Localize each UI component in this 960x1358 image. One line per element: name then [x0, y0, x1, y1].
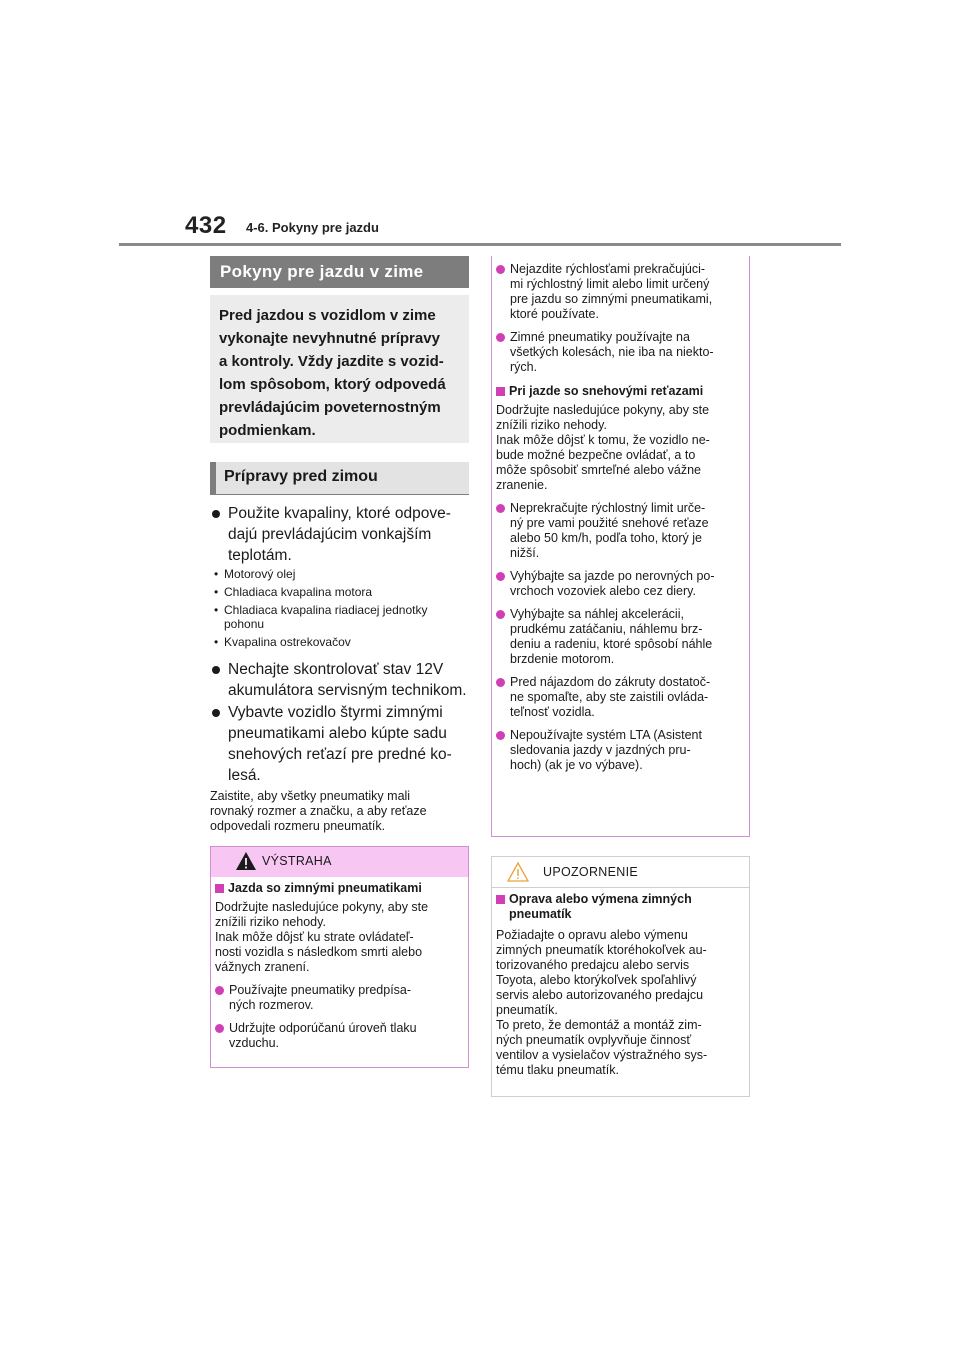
- warning-item: [496, 262, 748, 322]
- notice-title: UPOZORNENIE: [543, 865, 638, 879]
- warning-text: [215, 900, 465, 975]
- chains-item: [496, 607, 748, 667]
- chains-item: [496, 728, 748, 773]
- text-line: Požiadajte o opravu alebo výmenu: [496, 928, 688, 942]
- heading-line: pneumatík: [509, 907, 572, 921]
- pink-bullet-icon: [496, 265, 505, 274]
- text-line: teľnosť vozidla.: [510, 705, 595, 719]
- text-line: znížili riziko nehody.: [215, 915, 326, 929]
- pink-bullet-icon: [496, 572, 505, 581]
- square-bullet-icon: [496, 387, 505, 396]
- text-line: Zimné pneumatiky používajte na: [510, 330, 690, 344]
- list-item: • Chladiaca kvapalina riadiacej jednotky pohonu: [214, 603, 470, 631]
- warning-heading-text: Jazda so zimnými pneumatikami: [228, 881, 422, 895]
- list-item: • Kvapalina ostrekovačov: [214, 635, 470, 649]
- warning-item: [496, 330, 748, 375]
- heading-line: Oprava alebo výmena zimných: [509, 892, 692, 906]
- subtitle: Prípravy pred zimou: [210, 462, 469, 495]
- text-line: nosti vozidla s následkom smrti alebo: [215, 945, 423, 959]
- text-line: Pred nájazdom do zákruty dostatoč-: [510, 675, 711, 689]
- bullet-line: Nechajte skontrolovať stav 12V: [228, 661, 444, 678]
- text-line: alebo 50 km/h, podľa toho, ktorý je: [510, 531, 702, 545]
- intro-line: lom spôsobom, ktorý odpovedá: [219, 376, 446, 393]
- section-title: 4-6. Pokyny pre jazdu: [246, 220, 379, 235]
- bullet-line: Použite kvapaliny, ktoré odpove-: [228, 505, 451, 522]
- text-line: pneumatík.: [496, 1003, 558, 1017]
- warning-heading: [215, 881, 465, 896]
- pink-bullet-icon: [496, 610, 505, 619]
- text-line: Nepoužívajte systém LTA (Asistent: [510, 728, 702, 742]
- chains-heading-text: Pri jazde so snehovými reťazami: [509, 384, 704, 398]
- text-line: torizovaného predajcu alebo servis: [496, 958, 690, 972]
- bullet-line: pneumatikami alebo kúpte sadu: [228, 725, 447, 742]
- bullet-line: lesá.: [228, 767, 261, 784]
- text-line: Vyhýbajte sa náhlej akcelerácii,: [510, 607, 684, 621]
- bullet-fluids: [212, 503, 470, 566]
- caution-triangle-icon: [506, 861, 530, 883]
- text-line: mi rýchlostný limit alebo limit určený: [510, 277, 710, 291]
- chains-item: [496, 675, 748, 720]
- note-line: rovnaký rozmer a značku, a aby reťaze: [210, 804, 427, 818]
- text-line: môže spôsobiť smrteľné alebo vážne: [496, 463, 701, 477]
- notice-heading: [496, 892, 746, 922]
- text-line: Neprekračujte rýchlostný limit urče-: [510, 501, 706, 515]
- notice-box: [491, 856, 750, 1097]
- text-line: ných rozmerov.: [229, 998, 314, 1012]
- square-bullet-icon: [215, 884, 224, 893]
- pink-bullet-icon: [215, 1024, 224, 1033]
- text-line: zranenie.: [496, 478, 548, 492]
- intro-line: a kontroly. Vždy jazdite s vozid-: [219, 353, 444, 370]
- text-line: tému tlaku pneumatík.: [496, 1063, 619, 1077]
- chains-text: [496, 403, 748, 493]
- intro-line: Pred jazdou s vozidlom v zime: [219, 307, 436, 324]
- text-line: Toyota, alebo ktorýkoľvek spoľahlivý: [496, 973, 697, 987]
- notice-text: [496, 928, 746, 1078]
- intro-line: prevládajúcim poveternostným: [219, 399, 441, 416]
- bullet-line: snehových reťazí pre predné ko-: [228, 746, 452, 763]
- bullet-line: dajú prevládajúcim vonkajším: [228, 526, 432, 543]
- warning-continued-content: [496, 262, 748, 773]
- header-rule: [119, 243, 841, 246]
- pink-bullet-icon: [215, 986, 224, 995]
- warning-item: [215, 983, 465, 1013]
- text-line: sledovania jazdy v jazdných pru-: [510, 743, 691, 757]
- text-line: zimných pneumatík ktoréhokoľvek au-: [496, 943, 707, 957]
- notice-content: [496, 892, 746, 1078]
- text-line: Inak môže dôjsť ku strate ovládateľ-: [215, 930, 414, 944]
- text-line: ne spomaľte, aby ste zaistili ovláda-: [510, 690, 709, 704]
- text-line: Inak môže dôjsť k tomu, že vozidlo ne-: [496, 433, 710, 447]
- pink-bullet-icon: [496, 504, 505, 513]
- note-line: Zaistite, aby všetky pneumatiky mali: [210, 789, 411, 803]
- pink-bullet-icon: [496, 333, 505, 342]
- text-line: servis alebo autorizovaného predajcu: [496, 988, 704, 1002]
- text-line: Udržujte odporúčanú úroveň tlaku: [229, 1021, 417, 1035]
- note-line: odpovedali rozmeru pneumatík.: [210, 819, 386, 833]
- text-line: hoch) (ak je vo výbave).: [510, 758, 643, 772]
- warning-box-continued: [491, 256, 750, 837]
- text-line: nižší.: [510, 546, 540, 560]
- text-line: Vyhýbajte sa jazde po nerovných po-: [510, 569, 715, 583]
- text-line: vrchoch vozoviek alebo cez diery.: [510, 584, 696, 598]
- chains-item: [496, 569, 748, 599]
- square-bullet-icon: [496, 895, 505, 904]
- pink-bullet-icon: [496, 731, 505, 740]
- chains-heading: [496, 384, 748, 399]
- notice-header: [492, 857, 749, 888]
- text-line: ných pneumatík ovplyvňuje činnosť: [496, 1033, 692, 1047]
- text-line: Dodržujte nasledujúce pokyny, aby ste: [496, 403, 710, 417]
- text-line: deniu a radeniu, ktoré spôsobí náhle: [510, 637, 713, 651]
- bullet-dot-icon: [212, 510, 220, 518]
- text-line: všetkých kolesách, nie iba na niekto-: [510, 345, 714, 359]
- warning-box: [210, 846, 469, 1068]
- text-line: Dodržujte nasledujúce pokyny, aby ste: [215, 900, 429, 914]
- text-line: bude možné bezpečne ovládať, a to: [496, 448, 696, 462]
- text-line: ktoré používate.: [510, 307, 599, 321]
- intro-line: vykonajte nevyhnutné prípravy: [219, 330, 440, 347]
- intro-box: [210, 295, 469, 443]
- warning-content: [215, 881, 465, 1051]
- warning-item: [215, 1021, 465, 1051]
- text-line: znížili riziko nehody.: [496, 418, 607, 432]
- text-line: ný pre vami použité snehové reťaze: [510, 516, 709, 530]
- warning-title: VÝSTRAHA: [262, 854, 332, 868]
- intro-line: podmienkam.: [219, 422, 316, 439]
- text-line: brzdenie motorom.: [510, 652, 615, 666]
- text-line: Používajte pneumatiky predpísa-: [229, 983, 412, 997]
- bullet-dot-icon: [212, 709, 220, 717]
- text-line: pre jazdu so zimnými pneumatikami,: [510, 292, 713, 306]
- bullet-line: Vybavte vozidlo štyrmi zimnými: [228, 704, 443, 721]
- warning-triangle-icon: [235, 851, 257, 871]
- topic-title: Pokyny pre jazdu v zime: [210, 256, 469, 288]
- text-line: ventilov a vysielačov výstražného sys-: [496, 1048, 708, 1062]
- bullet-battery: [212, 659, 470, 701]
- chains-item: [496, 501, 748, 561]
- fluids-list: [214, 567, 470, 653]
- text-line: prudkému zatáčaniu, náhlemu brz-: [510, 622, 703, 636]
- text-line: vážnych zranení.: [215, 960, 310, 974]
- bullet-tires: [212, 702, 470, 786]
- warning-header: [211, 847, 468, 877]
- list-item: • Motorový olej: [214, 567, 470, 581]
- pink-bullet-icon: [496, 678, 505, 687]
- text-line: vzduchu.: [229, 1036, 280, 1050]
- text-line: rých.: [510, 360, 538, 374]
- text-line: To preto, že demontáž a montáž zim-: [496, 1018, 702, 1032]
- page-number: 432: [185, 212, 227, 239]
- bullet-dot-icon: [212, 666, 220, 674]
- bullet-line: akumulátora servisným technikom.: [228, 682, 467, 699]
- list-item: • Chladiaca kvapalina motora: [214, 585, 470, 599]
- text-line: Nejazdite rýchlosťami prekračujúci-: [510, 262, 706, 276]
- tire-note: [210, 789, 468, 834]
- bullet-line: teplotám.: [228, 547, 292, 564]
